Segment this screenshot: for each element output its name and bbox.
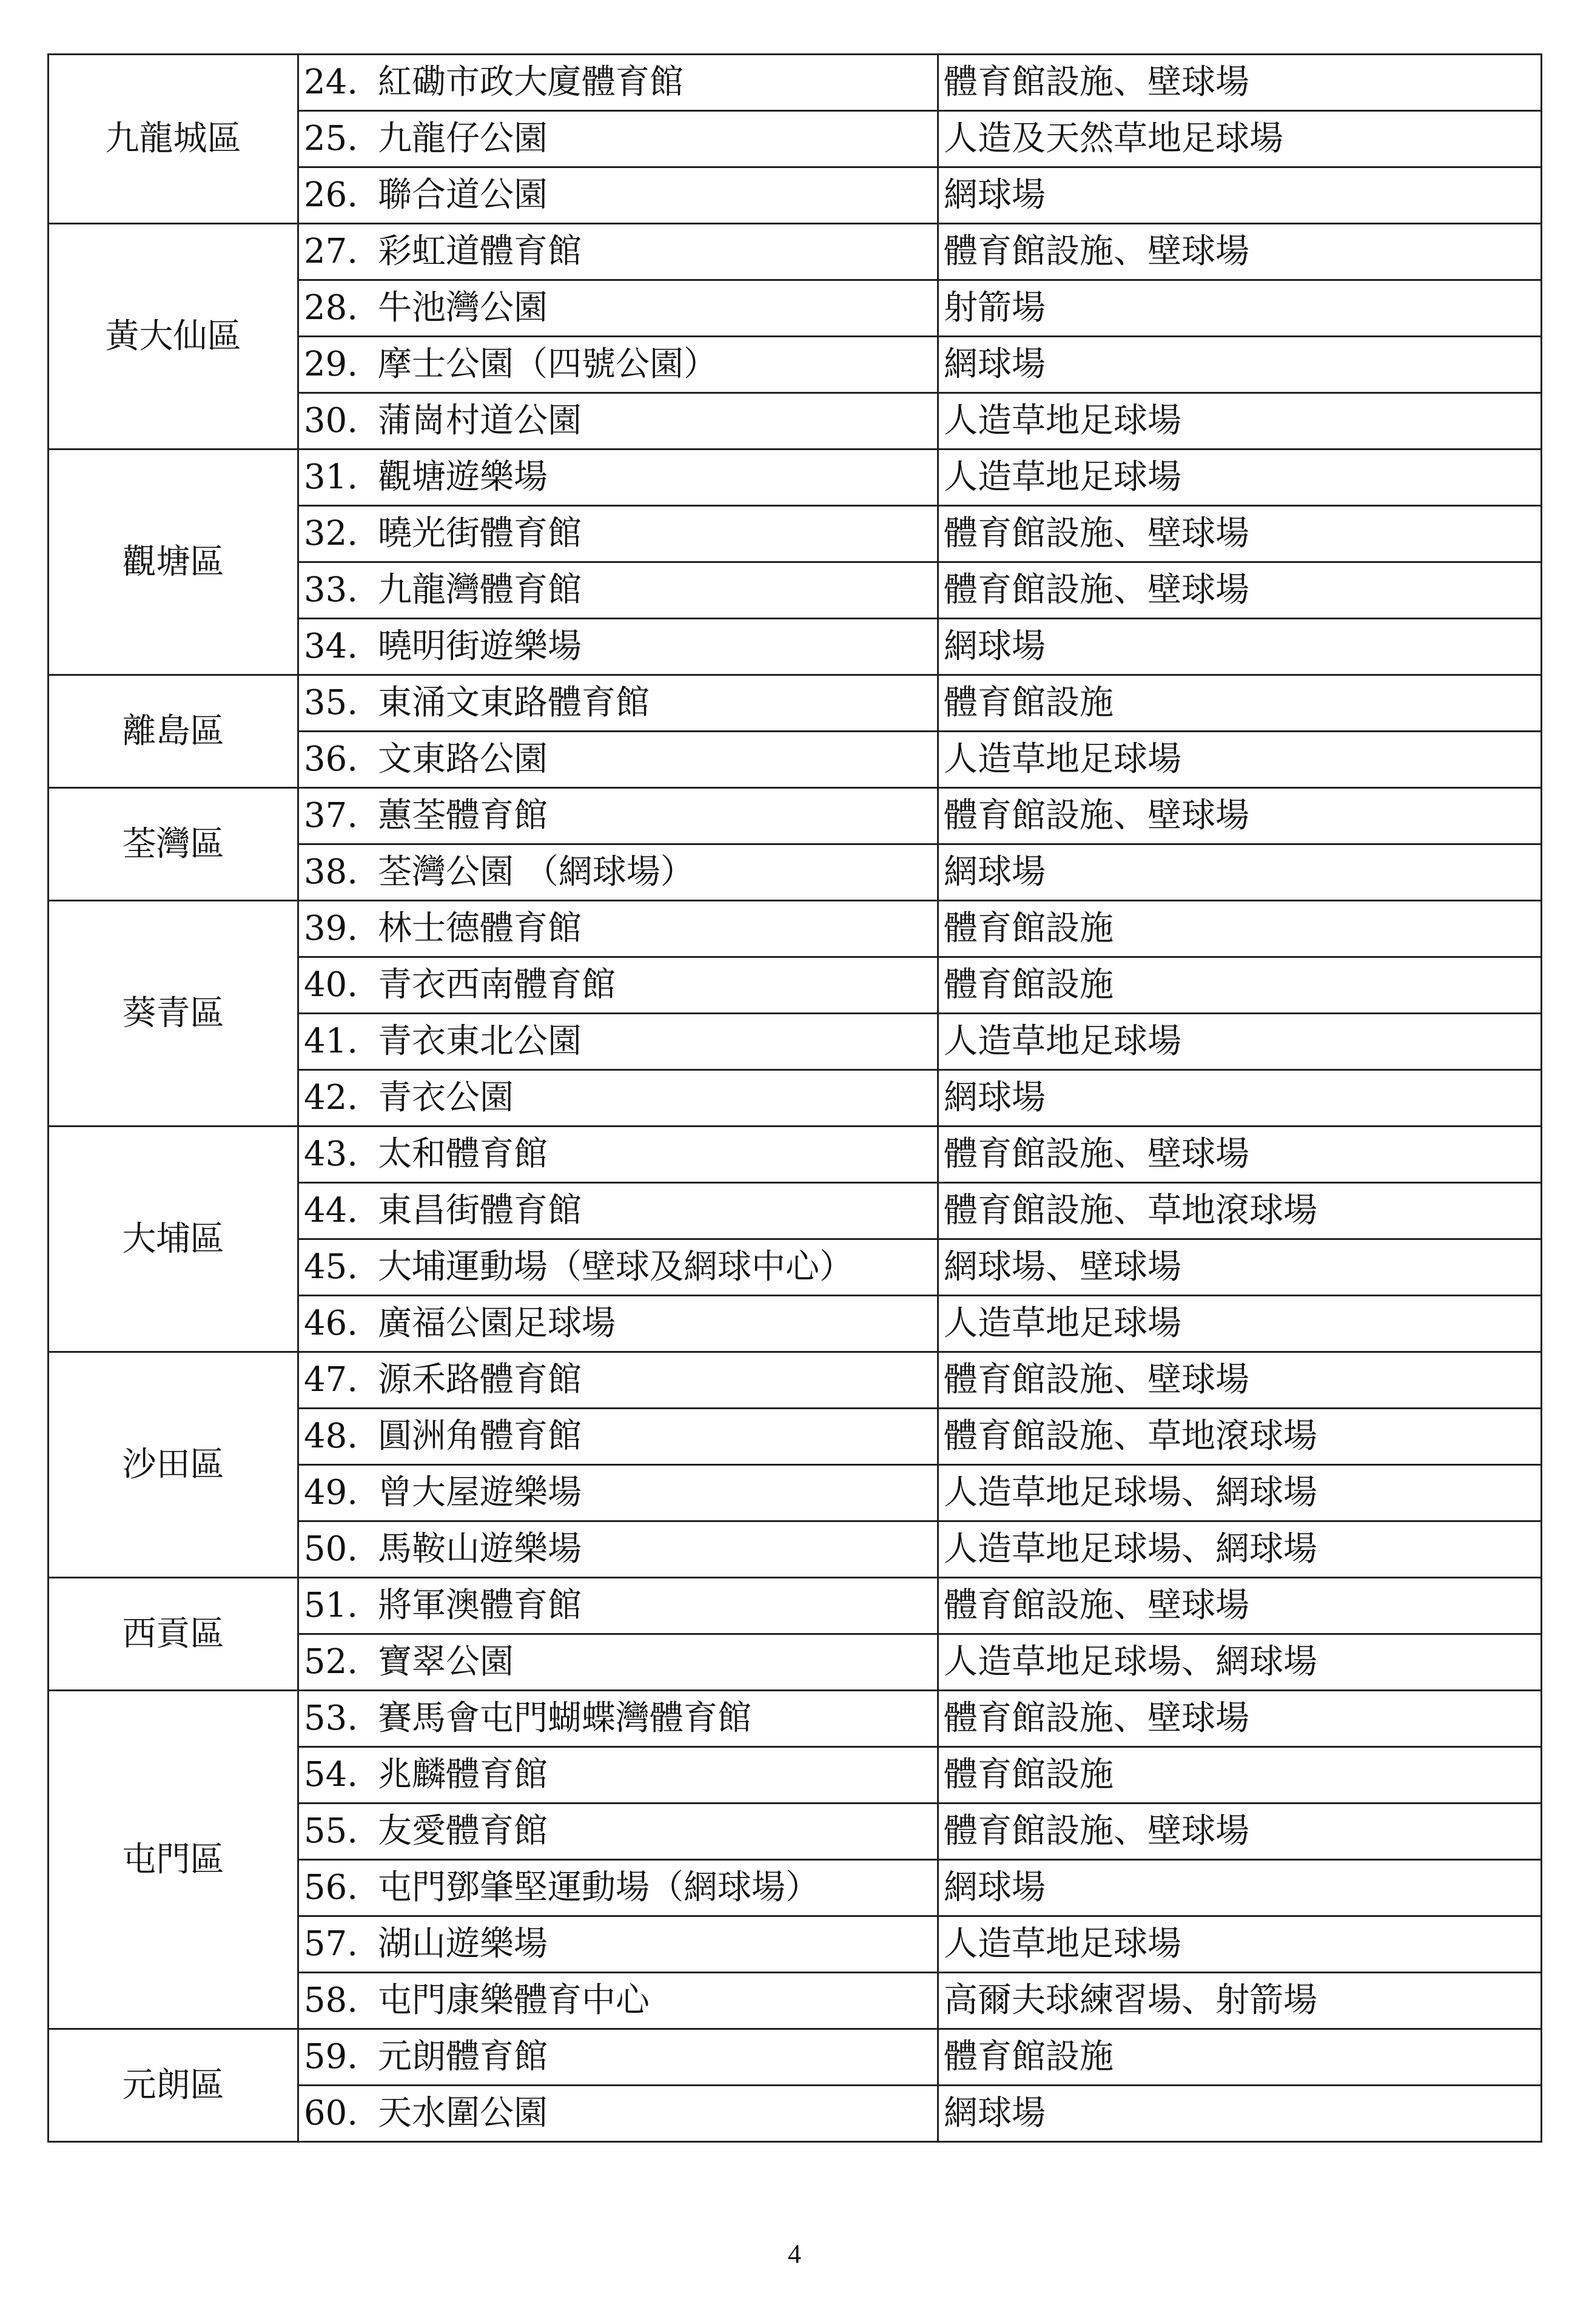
venue-name: 文東路公園 [378,739,548,779]
venue-name: 寶翠公園 [378,1642,514,1682]
venue-cell [298,2086,938,2142]
venue-cell [298,1014,938,1070]
venue-cell [298,1804,938,1860]
item-number: 43. [304,1134,358,1174]
district-cell: 沙田區 [49,1352,298,1578]
facility-cell: 體育館設施、壁球場 [938,1578,1542,1634]
table-row [49,2029,1542,2086]
item-number: 42. [304,1078,358,1117]
item-number: 45. [304,1247,358,1287]
venue-name: 青衣東北公園 [378,1022,582,1061]
venue-name: 友愛體育館 [378,1811,548,1851]
venue-name: 大埔運動場（壁球及網球中心） [378,1247,853,1287]
venue-cell [298,506,938,562]
facility-cell: 體育館設施 [938,2029,1542,2086]
item-number: 25. [304,119,358,158]
facility-cell: 體育館設施、壁球場 [938,506,1542,562]
venue-cell [298,675,938,732]
venue-cell [298,450,938,506]
venue-cell [298,2029,938,2086]
venue-name: 太和體育館 [378,1134,548,1174]
item-number: 48. [304,1416,358,1456]
venue-cell [298,224,938,280]
facility-cell: 體育館設施、壁球場 [938,1691,1542,1747]
table-row [49,1578,1542,1634]
item-number: 37. [304,796,358,835]
facility-cell: 網球場 [938,1070,1542,1127]
venue-name: 東昌街體育館 [378,1191,582,1230]
item-number: 27. [304,232,358,271]
item-number: 51. [304,1586,358,1625]
district-cell: 葵青區 [49,901,298,1127]
venue-table-body [49,55,1542,2142]
item-number: 57. [304,1924,358,1964]
facility-cell: 人造及天然草地足球場 [938,111,1542,167]
item-number: 55. [304,1811,358,1851]
item-number: 39. [304,909,358,948]
venue-name: 林士德體育館 [378,909,582,948]
facility-cell: 體育館設施、草地滾球場 [938,1409,1542,1465]
facility-cell: 人造草地足球場、網球場 [938,1521,1542,1578]
page-number: 4 [788,2239,801,2269]
venue-name: 蕙荃體育館 [378,796,548,835]
venue-cell [298,1070,938,1127]
facility-cell: 人造草地足球場 [938,1296,1542,1352]
item-number: 33. [304,570,358,610]
venue-cell [298,1465,938,1521]
table-row [49,224,1542,280]
venue-cell [298,1183,938,1239]
item-number: 44. [304,1191,358,1230]
venue-cell [298,280,938,337]
facility-cell: 體育館設施、壁球場 [938,1127,1542,1183]
facility-cell: 體育館設施、壁球場 [938,224,1542,280]
item-number: 52. [304,1642,358,1682]
item-number: 36. [304,739,358,779]
venue-name: 牛池灣公園 [378,288,548,328]
facility-cell: 體育館設施、壁球場 [938,788,1542,844]
venue-cell [298,1352,938,1409]
district-cell: 離島區 [49,675,298,788]
item-number: 24. [304,62,358,102]
facility-cell: 網球場 [938,2086,1542,2142]
item-number: 49. [304,1473,358,1512]
venue-name: 九龍仔公園 [378,119,548,158]
district-cell: 荃灣區 [49,788,298,901]
item-number: 29. [304,345,358,384]
facility-cell: 體育館設施、草地滾球場 [938,1183,1542,1239]
table-row [49,788,1542,844]
item-number: 32. [304,514,358,553]
facility-cell: 體育館設施 [938,675,1542,732]
table-row [49,1691,1542,1747]
venue-name: 屯門康樂體育中心 [378,1981,650,2020]
venue-name: 賽馬會屯門蝴蝶灣體育館 [378,1699,751,1738]
venue-name: 蒲崗村道公園 [378,401,582,440]
venue-cell [298,562,938,619]
facility-cell: 人造草地足球場 [938,732,1542,788]
item-number: 30. [304,401,358,440]
facility-cell: 網球場 [938,1860,1542,1916]
venue-table [47,53,1542,2143]
venue-name: 曉光街體育館 [378,514,582,553]
venue-cell [298,1239,938,1296]
facility-cell: 體育館設施、壁球場 [938,1804,1542,1860]
venue-name: 曾大屋遊樂場 [378,1473,582,1512]
district-cell: 觀塘區 [49,450,298,675]
facility-cell: 人造草地足球場 [938,1916,1542,1973]
venue-cell [298,1409,938,1465]
venue-name: 湖山遊樂場 [378,1924,548,1964]
venue-cell [298,1691,938,1747]
venue-cell [298,337,938,393]
item-number: 59. [304,2037,358,2076]
facility-cell: 網球場 [938,844,1542,901]
item-number: 31. [304,457,358,497]
venue-cell [298,1973,938,2029]
venue-name: 兆麟體育館 [378,1755,548,1794]
venue-name: 馬鞍山遊樂場 [378,1529,582,1569]
venue-name: 屯門鄧肇堅運動場（網球場） [378,1868,819,1907]
item-number: 53. [304,1699,358,1738]
table-row [49,1352,1542,1409]
venue-cell [298,1578,938,1634]
facility-cell: 網球場 [938,619,1542,675]
venue-name: 天水圍公園 [378,2093,548,2133]
venue-name: 聯合道公園 [378,175,548,215]
venue-name: 圓洲角體育館 [378,1416,582,1456]
venue-cell [298,167,938,224]
venue-name: 觀塘遊樂場 [378,457,548,497]
venue-cell [298,1634,938,1691]
table-row [49,1127,1542,1183]
item-number: 47. [304,1360,358,1399]
item-number: 35. [304,683,358,722]
facility-cell: 體育館設施、壁球場 [938,55,1542,111]
venue-name: 廣福公園足球場 [378,1304,616,1343]
venue-cell [298,55,938,111]
district-cell: 黃大仙區 [49,224,298,450]
venue-name: 彩虹道體育館 [378,232,582,271]
item-number: 28. [304,288,358,328]
facility-cell: 人造草地足球場 [938,393,1542,450]
venue-name: 摩士公園（四號公園） [378,345,717,384]
facility-cell: 人造草地足球場 [938,450,1542,506]
facility-cell: 網球場 [938,337,1542,393]
table-row [49,55,1542,111]
facility-cell: 人造草地足球場、網球場 [938,1465,1542,1521]
venue-name: 將軍澳體育館 [378,1586,582,1625]
venue-name: 東涌文東路體育館 [378,683,650,722]
venue-name: 曉明街遊樂場 [378,627,582,666]
venue-name: 源禾路體育館 [378,1360,582,1399]
item-number: 26. [304,175,358,215]
district-cell: 屯門區 [49,1691,298,2029]
venue-cell [298,901,938,957]
item-number: 41. [304,1022,358,1061]
venue-cell [298,788,938,844]
venue-cell [298,1860,938,1916]
district-cell: 九龍城區 [49,55,298,224]
venue-cell [298,1521,938,1578]
venue-name: 元朗體育館 [378,2037,548,2076]
item-number: 58. [304,1981,358,2020]
item-number: 46. [304,1304,358,1343]
table-row [49,901,1542,957]
facility-cell: 射箭場 [938,280,1542,337]
venue-cell [298,1916,938,1973]
district-cell: 大埔區 [49,1127,298,1352]
facility-cell: 網球場 [938,167,1542,224]
venue-cell [298,111,938,167]
facility-cell: 體育館設施 [938,901,1542,957]
venue-cell [298,844,938,901]
item-number: 50. [304,1529,358,1569]
venue-cell [298,1296,938,1352]
facility-cell: 體育館設施、壁球場 [938,562,1542,619]
facility-cell: 體育館設施 [938,957,1542,1014]
facility-cell: 高爾夫球練習場、射箭場 [938,1973,1542,2029]
venue-cell [298,619,938,675]
item-number: 54. [304,1755,358,1794]
item-number: 40. [304,965,358,1005]
item-number: 34. [304,627,358,666]
item-number: 60. [304,2093,358,2133]
facility-cell: 網球場、壁球場 [938,1239,1542,1296]
facility-cell: 體育館設施、壁球場 [938,1352,1542,1409]
venue-cell [298,393,938,450]
venue-cell [298,1747,938,1804]
venue-name: 九龍灣體育館 [378,570,582,610]
district-cell: 西貢區 [49,1578,298,1691]
table-row [49,450,1542,506]
facility-cell: 體育館設施 [938,1747,1542,1804]
facility-cell: 人造草地足球場、網球場 [938,1634,1542,1691]
table-row [49,675,1542,732]
district-cell: 元朗區 [49,2029,298,2142]
item-number: 56. [304,1868,358,1907]
venue-name: 紅磡市政大廈體育館 [378,62,684,102]
venue-name: 荃灣公園 （網球場） [378,852,694,892]
venue-cell [298,957,938,1014]
venue-cell [298,732,938,788]
venue-cell [298,1127,938,1183]
facility-cell: 人造草地足球場 [938,1014,1542,1070]
venue-name: 青衣西南體育館 [378,965,616,1005]
item-number: 38. [304,852,358,892]
venue-name: 青衣公園 [378,1078,514,1117]
